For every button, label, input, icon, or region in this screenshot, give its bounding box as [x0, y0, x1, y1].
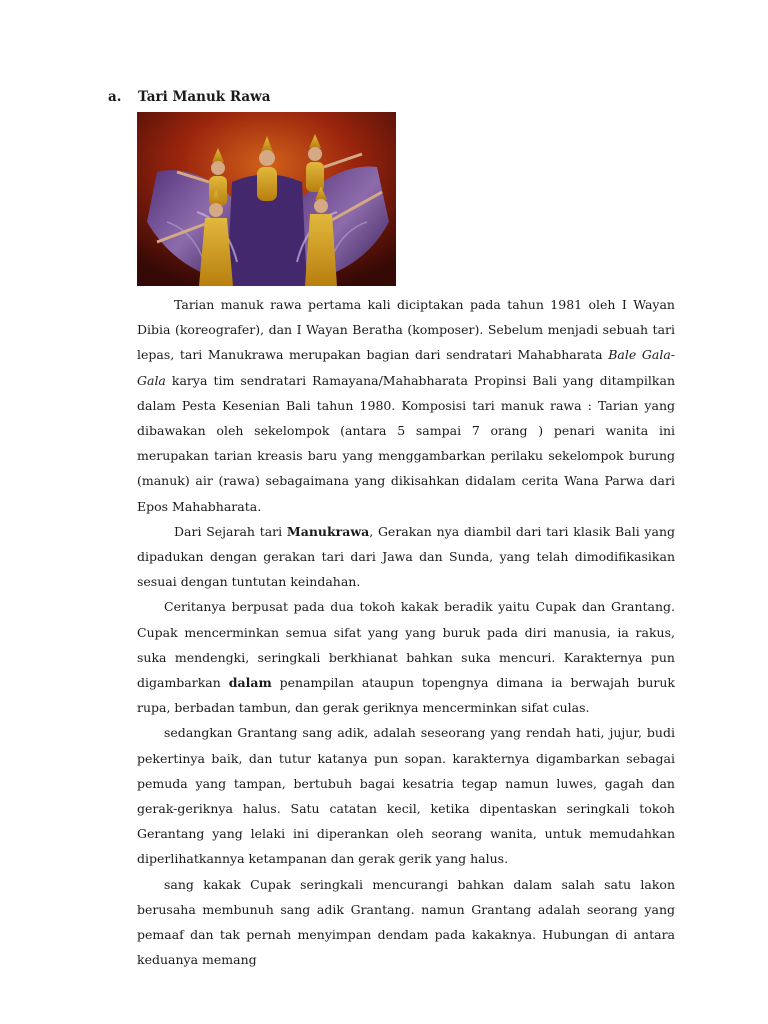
bold-term: dalam: [228, 675, 272, 691]
paragraph-1: Tarian manuk rawa pertama kali diciptakan pada tahun 1981 oleh I Wayan Dibia (koreografer), dan I Wayan Beratha (komposer). Sebelum menjadi sebuah tari lepas, tari Manukrawa merupakan bagian dari sendratari Mahabharata Bale Gala-Gala karya tim sendratari Ramayana/Mahabharata Propinsi Bali yang ditampilkan dalam Pesta Kesenian Bali tahun 1980. Komposisi tari manuk rawa : Tarian yang dibawakan oleh sekelompok (antara 5 sampai 7 orang ) penari wanita ini merupakan tarian kreasis baru yang menggambarkan perilaku sekelompok burung (manuk) air (rawa) sebagaimana yang dikisahkan didalam cerita Wana Parwa dari Epos Mahabharata.: [137, 297, 675, 514]
paragraph-3: Ceritanya berpusat pada dua tokoh kakak beradik yaitu Cupak dan Grantang. Cupak mencerminkan semua sifat yang yang buruk pada diri manusia, ia rakus, suka mendengki, seringkali berkhianat bahkan suka mencuri. Karakternya pun digambarkan dalam penampilan ataupun topengnya dimana ia berwajah buruk rupa, berbadan tambun, dan gerak geriknya mencerminkan sifat culas.: [137, 599, 675, 716]
paragraph-4: sedangkan Grantang sang adik, adalah seseorang yang rendah hati, jujur, budi pekertinya baik, dan tutur katanya pun sopan. karakternya digambarkan sebagai pemuda yang tampan, bertubuh bagai kesatria tegap namun luwes, gagah dan gerak-geriknya halus. Satu catatan kecil, ketika dipentaskan seringkali tokoh Gerantang yang lelaki ini diperankan oleh seorang wanita, untuk memudahkan diperlihatkannya ketampanan dan gerak gerik yang halus.: [137, 725, 675, 867]
paragraph-5: sang kakak Cupak seringkali mencurangi bahkan dalam salah satu lakon berusaha membunuh sang adik Grantang. namun Grantang adalah seorang yang pemaaf dan tak pernah menyimpan dendam pada kakaknya. Hubungan di antara keduanya memang: [137, 876, 675, 968]
section-title: Tari Manuk Rawa: [138, 89, 271, 105]
section-number: a.: [108, 89, 122, 105]
body-text: [137, 292, 675, 972]
dancers-photo: [137, 112, 396, 286]
italic-title: Bale Gala-Gala: [137, 347, 675, 388]
section-heading: [108, 88, 270, 106]
dancers-photo-icon: [137, 112, 396, 286]
bold-term: Manukrawa: [286, 523, 370, 539]
paragraph-2: Dari Sejarah tari Manukrawa, Gerakan nya diambil dari tari klasik Bali yang dipadukan dengan gerakan tari dari Jawa dan Sunda, yang telah dimodifikasikan sesuai dengan tuntutan keindahan.: [137, 523, 675, 590]
